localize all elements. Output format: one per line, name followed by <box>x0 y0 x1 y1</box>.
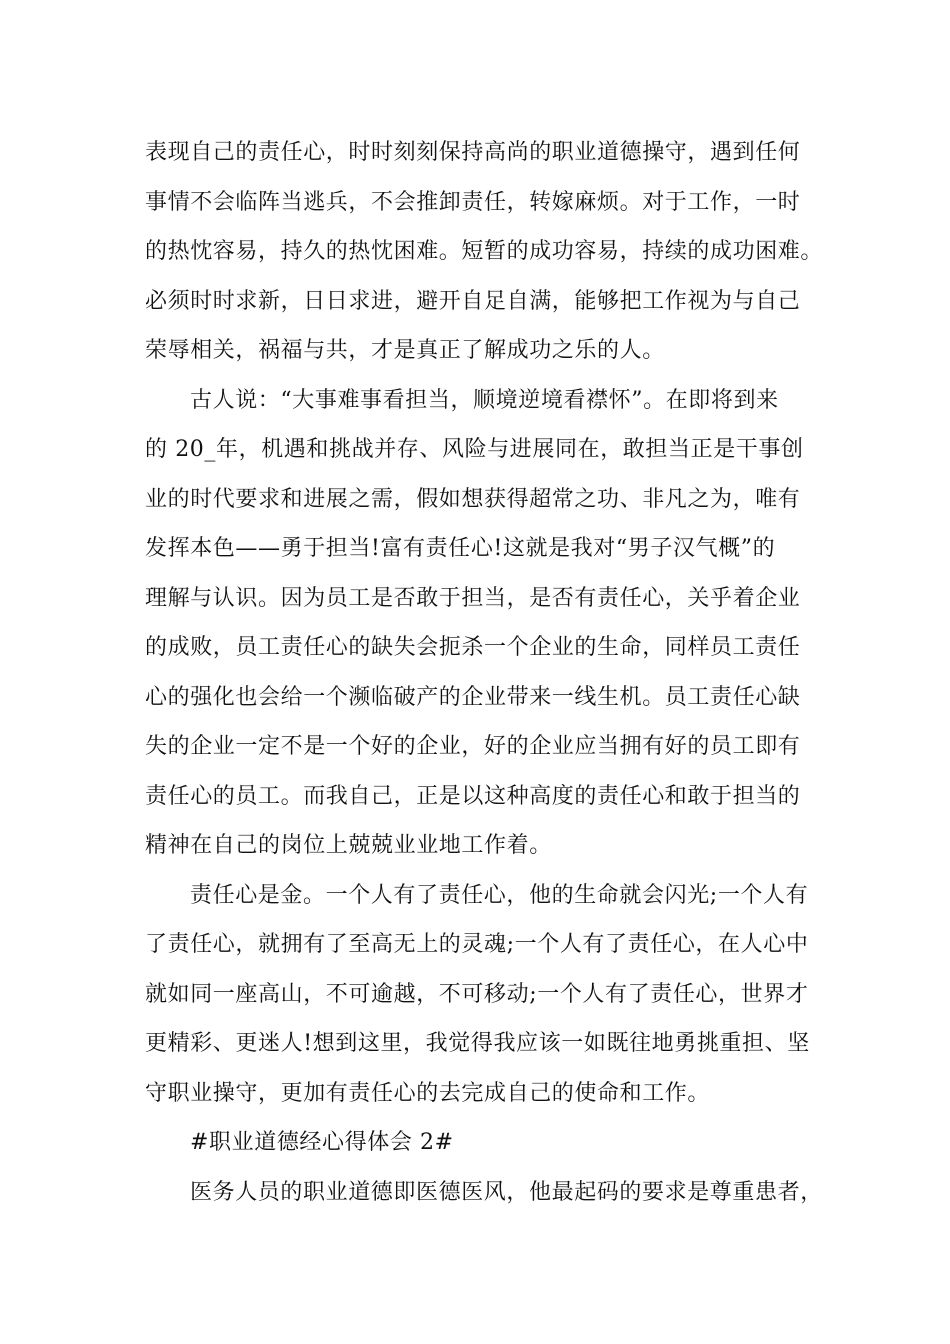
text-line: 的 20_年，机遇和挑战并存、风险与进展同在，敢担当正是干事创 <box>145 437 804 462</box>
text-line: 发挥本色——勇于担当!富有责任心!这就是我对“男子汉气概”的 <box>145 536 776 561</box>
text-line: 失的企业一定不是一个好的企业，好的企业应当拥有好的员工即有 <box>145 734 801 759</box>
text-line: 业的时代要求和进展之需，假如想获得超常之功、非凡之为，唯有 <box>145 486 801 512</box>
text-line: 心的强化也会给一个濒临破产的企业带来一线生机。员工责任心缺 <box>145 684 801 710</box>
text-line: 必须时时求新，日日求进，避开自足自满，能够把工作视为与自己 <box>145 288 801 314</box>
text-line: 的热忱容易，持久的热忱困难。短暂的成功容易，持续的成功困难。 <box>145 239 824 264</box>
text-line: 守职业操守，更加有责任心的去完成自己的使命和工作。 <box>145 1080 711 1106</box>
text-line: 古人说：“大事难事看担当，顺境逆境看襟怀”。在即将到来 <box>190 387 779 413</box>
text-line: 的成败，员工责任心的缺失会扼杀一个企业的生命，同样员工责任 <box>145 635 801 660</box>
text-line: 责任心是金。一个人有了责任心，他的生命就会闪光;一个人有 <box>190 882 809 908</box>
text-line: 表现自己的责任心，时时刻刻保持高尚的职业道德操守，遇到任何 <box>145 140 801 165</box>
text-line: 了责任心，就拥有了至高无上的灵魂;一个人有了责任心，在人心中 <box>145 932 809 957</box>
text-line: 就如同一座高山，不可逾越，不可移动;一个人有了责任心，世界才 <box>145 981 809 1007</box>
text-line: 精神在自己的岗位上兢兢业业地工作着。 <box>145 833 552 858</box>
text-line: #职业道德经心得体会 2# <box>190 1130 454 1155</box>
text-line: 更精彩、更迷人!想到这里，我觉得我应该一如既往地勇挑重担、坚 <box>145 1031 810 1056</box>
text-line: 理解与认识。因为员工是否敢于担当，是否有责任心，关乎着企业 <box>145 585 801 611</box>
text-line: 医务人员的职业道德即医德医风，他最起码的要求是尊重患者， <box>190 1179 823 1205</box>
text-line: 荣辱相关，祸福与共，才是真正了解成功之乐的人。 <box>145 338 665 363</box>
text-line: 事情不会临阵当逃兵，不会推卸责任，转嫁麻烦。对于工作，一时 <box>145 189 801 215</box>
text-line: 责任心的员工。而我自己，正是以这种高度的责任心和敢于担当的 <box>145 783 801 809</box>
body-text <box>145 128 825 1217</box>
